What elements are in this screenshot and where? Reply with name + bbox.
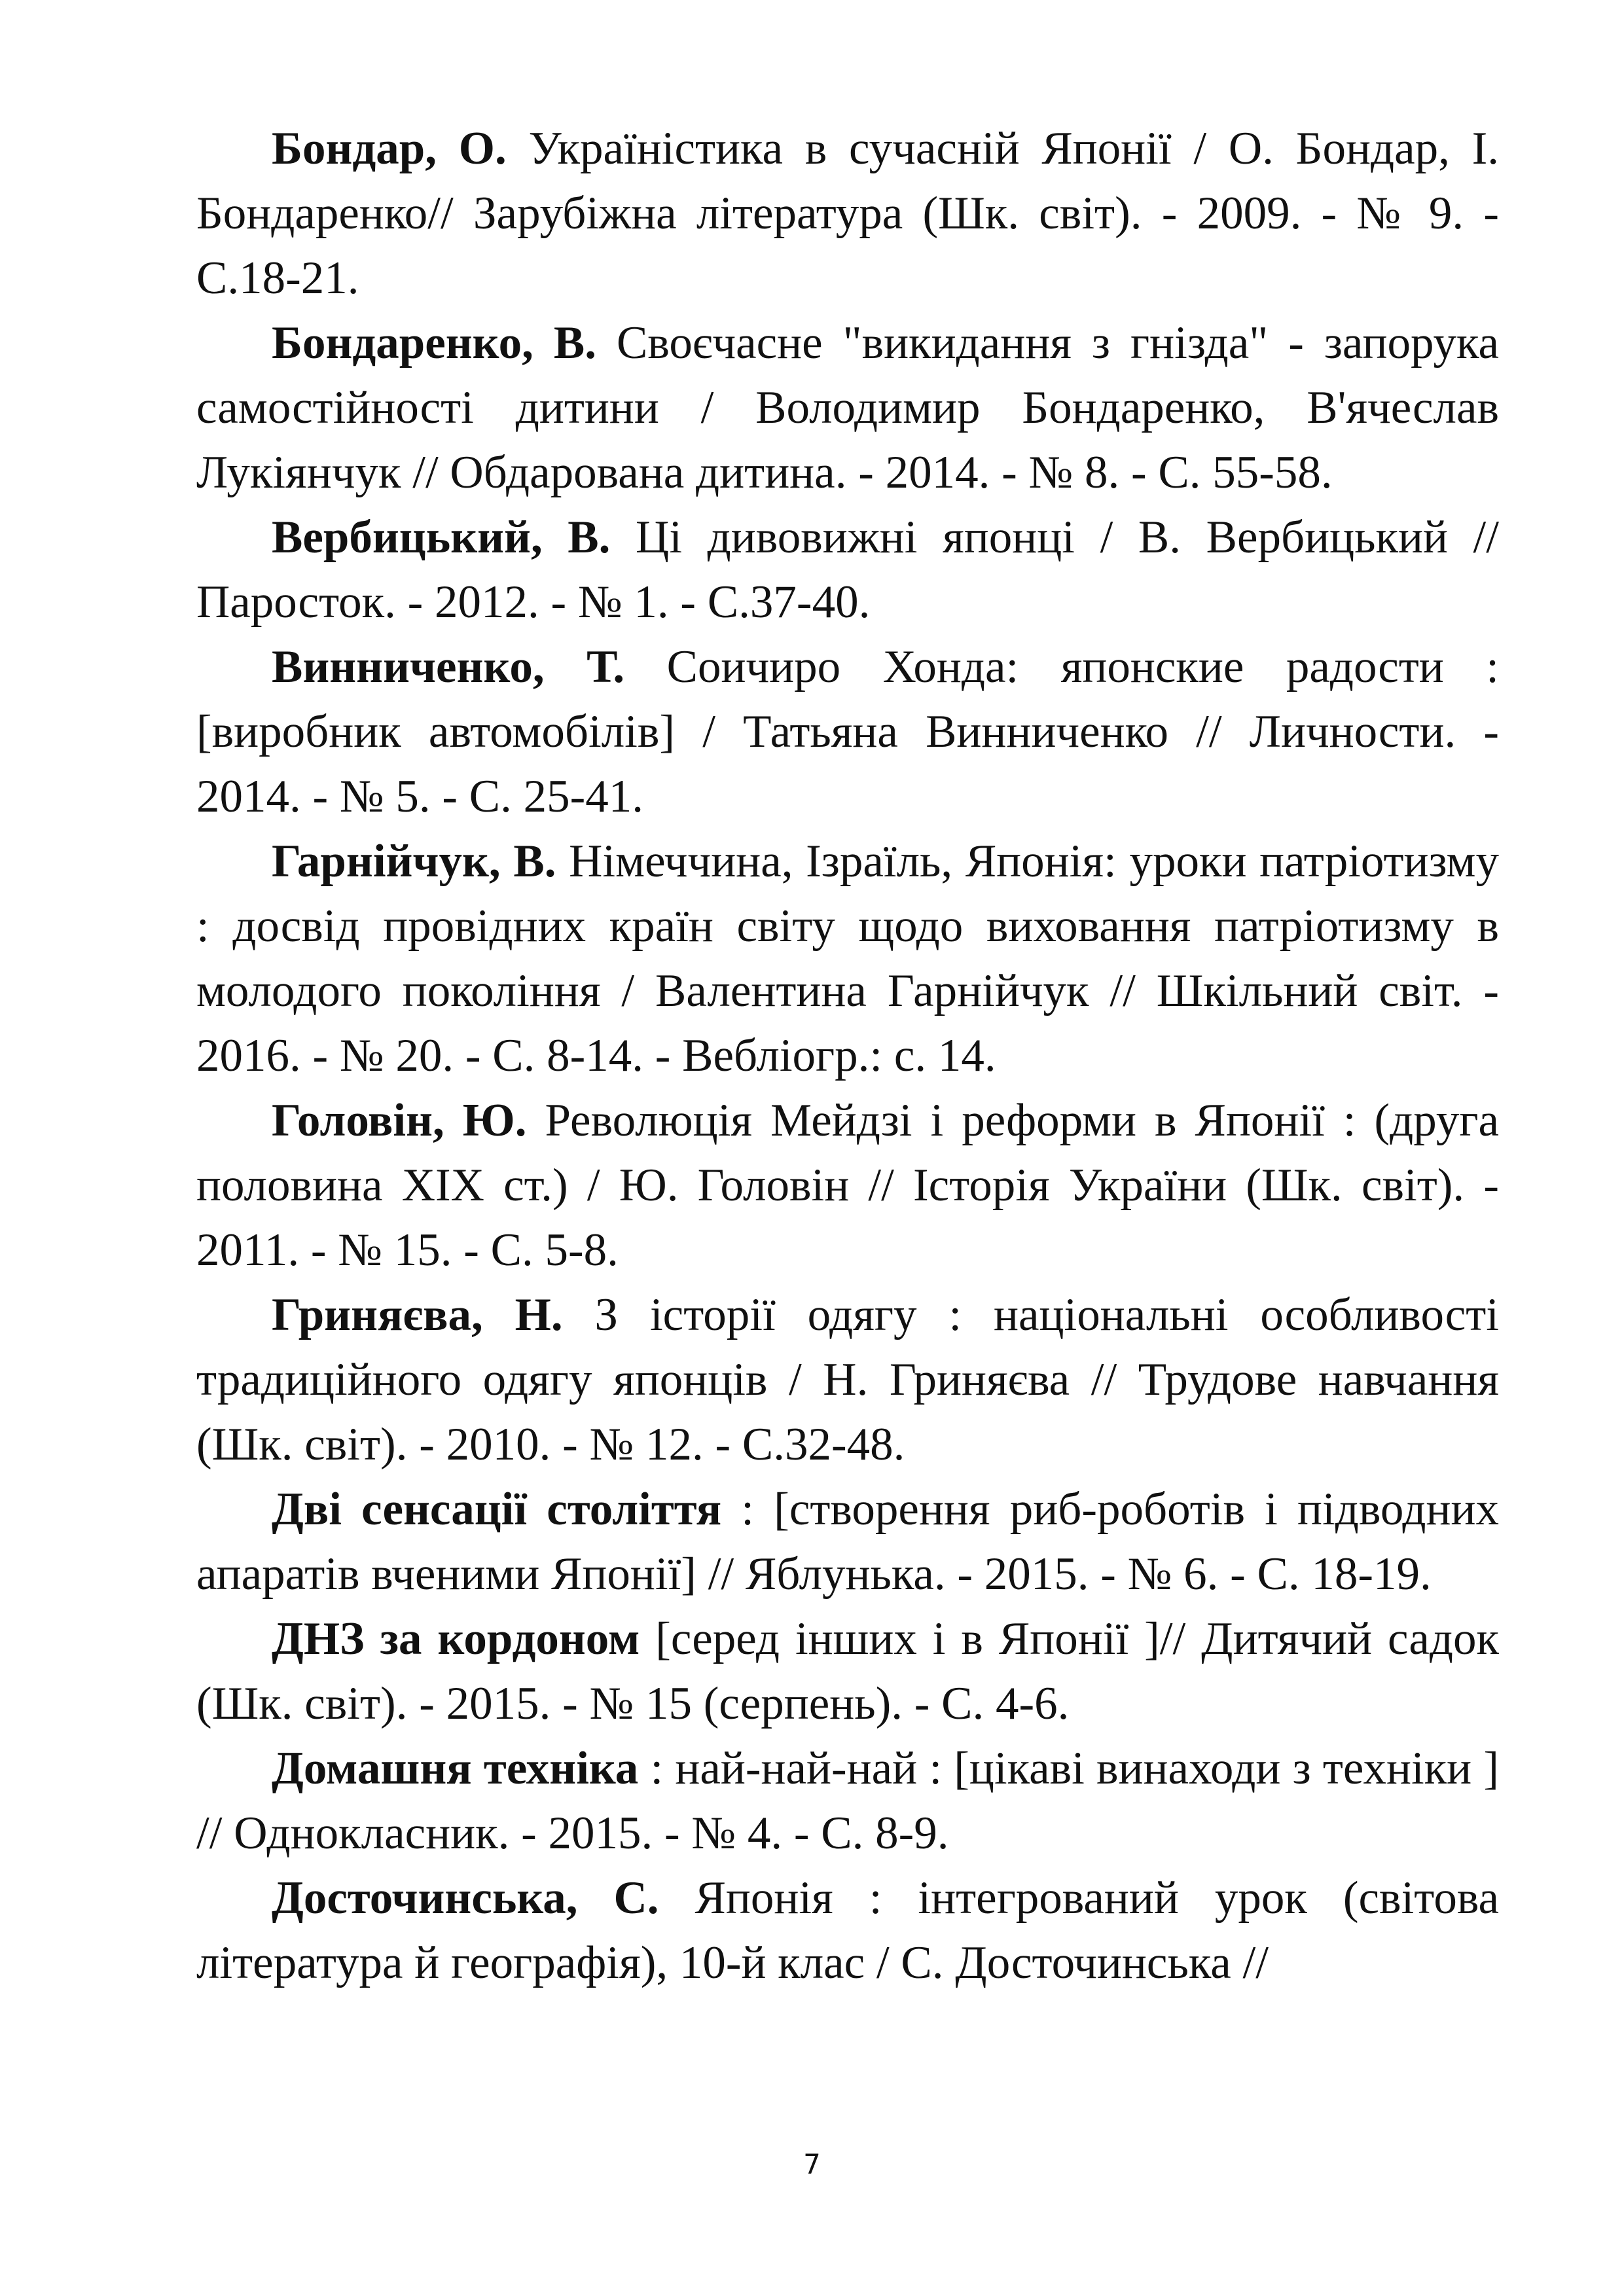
entry-text: [серед інших і в Японії ]// Дитячий садок (Шк. світ). - 2015. - № 15 (серпень). - С. 4-6. xyxy=(196,1613,1499,1729)
entry-text: : [створення риб-роботів і підводних апаратів вченими Японії] // Яблунька. - 2015. - № 6. - С. 18-19. xyxy=(196,1484,1499,1600)
entry-text: Революція Мейдзі і реформи в Японії : (друга половина XIX ст.) / Ю. Головін // Історія України (Шк. світ). - 2011. - № 15. - С. 5-8. xyxy=(196,1095,1500,1276)
entry-author: Бондаренко, В. xyxy=(272,317,597,368)
entry-text: Німеччина, Ізраїль, Японія: уроки патріотизму : досвід провідних країн світу щодо виховання патріотизму в молодого покоління / Валентина Гарнійчук // Шкільний світ. - 2016. - № 20. - С. 8-14. - Вебліогр.: с. 14. xyxy=(196,836,1499,1081)
entry-author: Головін, Ю. xyxy=(272,1095,527,1146)
entry-author: ДНЗ за кордоном xyxy=(272,1613,640,1664)
bibliography-entry xyxy=(196,1477,1499,1607)
bibliography-entry xyxy=(196,1607,1499,1736)
bibliography-entry xyxy=(196,635,1499,829)
entry-text: : най-най-най : [цікаві винаходи з техніки ] // Однокласник. - 2015. - № 4. - С. 8-9. xyxy=(196,1743,1499,1859)
entry-text: Україністика в сучасній Японії / О. Бондар, І. Бондаренко// Зарубіжна література (Шк. світ). - 2009. - № 9. - С.18-21. xyxy=(196,123,1499,304)
bibliography-entry xyxy=(196,1283,1499,1477)
bibliography-entry xyxy=(196,505,1499,635)
entry-author: Домашня техніка xyxy=(272,1743,639,1794)
entry-author: Вербицький, В. xyxy=(272,512,611,563)
entry-author: Гарнійчук, В. xyxy=(272,836,556,887)
bibliography-entry xyxy=(196,117,1499,311)
page-number: 7 xyxy=(803,2148,821,2180)
bibliography-entry xyxy=(196,1088,1499,1283)
entry-author: Досточинська, С. xyxy=(272,1873,659,1924)
entry-author: Гриняєва, Н. xyxy=(272,1289,563,1340)
entry-text: Своєчасне "викидання з гнізда" - запорука самостійності дитини / Володимир Бондаренко, В'ячеслав Лукіянчук // Обдарована дитина. - 2014. - № 8. - С. 55-58. xyxy=(196,317,1499,498)
entry-text: Соичиро Хонда: японские радости : [виробник автомобілів] / Татьяна Винниченко // Личности. - 2014. - № 5. - С. 25-41. xyxy=(196,641,1499,822)
entry-text: Ці дивовижні японці / В. Вербицький // Паросток. - 2012. - № 1. - С.37-40. xyxy=(196,512,1499,628)
entry-text: Японія : інтегрований урок (світова література й географія), 10-й клас / С. Досточинська // xyxy=(196,1873,1499,1988)
bibliography-entry xyxy=(196,311,1499,505)
entry-text: З історії одягу : національні особливості традиційного одягу японців / Н. Гриняєва // Трудове навчання (Шк. світ). - 2010. - № 12. - С.32-48. xyxy=(196,1289,1499,1470)
bibliography-entry xyxy=(196,1736,1499,1866)
entry-author: Дві сенсації століття xyxy=(272,1484,722,1535)
bibliography-list xyxy=(196,117,1499,1996)
entry-author: Винниченко, Т. xyxy=(272,641,625,692)
entry-author: Бондар, О. xyxy=(272,123,507,174)
bibliography-entry xyxy=(196,829,1499,1088)
bibliography-entry xyxy=(196,1866,1499,1996)
